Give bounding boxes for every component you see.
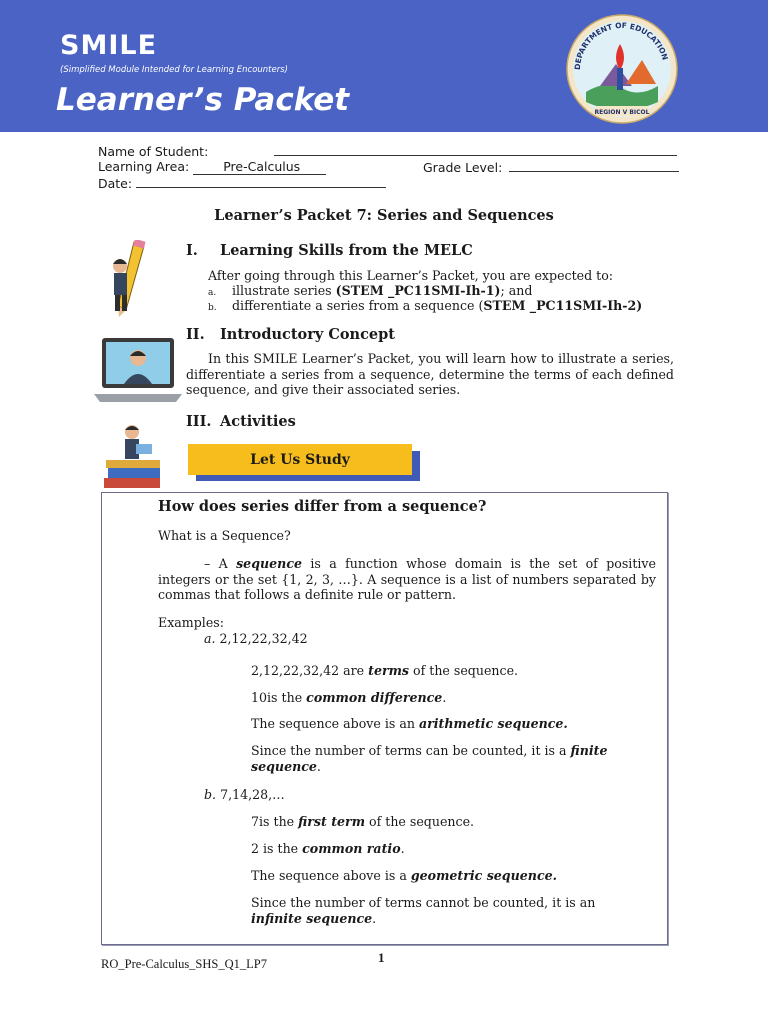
box-question: How does series differ from a sequence? [158, 498, 487, 515]
example-a-terms: 2,12,22,32,42 are terms of the sequence. [251, 663, 519, 678]
section-1-intro: After going through this Learner’s Packet, you are expected to: [208, 268, 614, 283]
packet-title: Learner’s Packet [56, 82, 350, 118]
footer-code: RO_Pre-Calculus_SHS_Q1_LP7 [101, 957, 267, 971]
section-1-heading: I. Learning Skills from the MELC [186, 242, 473, 259]
list-item: b. differentiate a series from a sequence (STEM _PC11SMI-Ih-2) [208, 298, 643, 313]
learning-area-value: Pre-Calculus [193, 159, 326, 175]
example-a-type: The sequence above is an arithmetic sequence. [251, 716, 568, 731]
section-3-heading: III. Activities [186, 413, 296, 430]
brand-subtitle: (Simplified Module Intended for Learning Encounters) [60, 65, 288, 75]
what-is-sequence: What is a Sequence? [158, 528, 291, 543]
grade-blank[interactable] [509, 159, 679, 172]
example-a: a. 2,12,22,32,42 [204, 631, 308, 646]
learning-area-field: Learning Area: Pre-Calculus [98, 159, 326, 174]
example-b: b. 7,14,28,… [204, 787, 285, 802]
examples-label: Examples: [158, 615, 224, 630]
sequence-definition: – A sequence is a function whose domain is the set of positive integers or the set {1, 2, 3, …}. A sequence is a list of numbers separated by commas that follows a definite rule or pattern. [158, 556, 656, 602]
example-a-finite: Since the number of terms can be counted, it is a finite sequence. [251, 743, 608, 774]
grade-level-field[interactable]: Grade Level: [423, 159, 679, 175]
name-of-student-field[interactable]: Name of Student: [98, 143, 677, 159]
example-b-infinite: Since the number of terms cannot be counted, it is an infinite sequence. [251, 895, 596, 926]
section-2-text: In this SMILE Learner’s Packet, you will learn how to illustrate a series, differentiate a series from a sequence, determine the terms of each defined sequence, and give their associated series. [186, 351, 674, 397]
example-b-ratio: 2 is the common ratio. [251, 841, 405, 856]
list-item: a. illustrate series (STEM _PC11SMI-Ih-1); and [208, 283, 533, 298]
pencil-teacher-icon [104, 240, 158, 318]
document-title: Learner’s Packet 7: Series and Sequences [214, 207, 554, 224]
svg-text:REGION V BICOL: REGION V BICOL [594, 109, 650, 116]
svg-text:DEPARTMENT OF EDUCATION: DEPARTMENT OF EDUCATION [572, 20, 670, 71]
date-field[interactable]: Date: [98, 175, 386, 191]
page-number: 1 [378, 950, 385, 965]
let-us-study-button[interactable]: Let Us Study [188, 444, 412, 475]
deped-seal-icon [566, 14, 678, 124]
example-a-difference: 10is the common difference. [251, 690, 447, 705]
brand-logo: SMILE [60, 30, 158, 61]
example-b-first-term: 7is the first term of the sequence. [251, 814, 475, 829]
date-blank[interactable] [136, 175, 386, 188]
section-2-heading: II. Introductory Concept [186, 326, 395, 343]
laptop-teacher-icon [94, 334, 182, 406]
reading-teacher-icon [100, 420, 166, 492]
name-blank[interactable] [274, 143, 677, 156]
example-b-type: The sequence above is a geometric sequence. [251, 868, 558, 883]
